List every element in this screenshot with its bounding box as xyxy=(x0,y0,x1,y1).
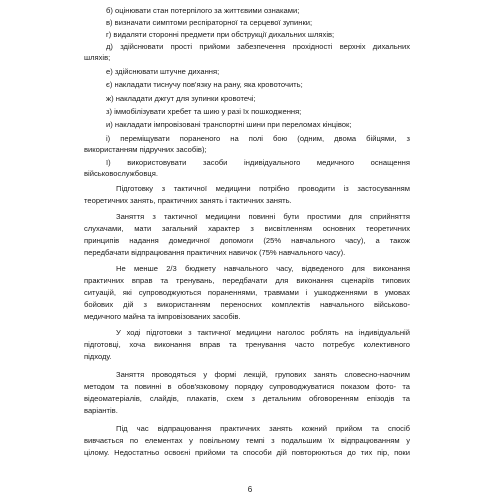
paragraph-5-line-1: Заняття проводяться у формі лекцій, групових занять словесно-наочним xyxy=(116,370,410,379)
paragraph-5-line-4: варіантів. xyxy=(84,406,118,415)
page-number: 6 xyxy=(247,485,253,494)
list-item-i-continuation: використанням підручних засобів); xyxy=(84,145,207,154)
list-item-zh: ж) накладати джгут для зупинки кровотечі; xyxy=(106,94,256,103)
paragraph-4-line-3: підходу. xyxy=(84,352,112,361)
list-item-z: з) іммобілізувати хребет та шию у разі їх пошкодження; xyxy=(106,107,302,116)
list-item-e: е) здійснювати штучне дихання; xyxy=(106,67,220,76)
list-item-yi-continuation: військовослужбовця. xyxy=(84,169,158,178)
paragraph-2-line-3: принципів надання домедичної допомоги (25% навчального часу), а також xyxy=(84,236,410,245)
paragraph-5-line-2: методом та повинні в обов'язковому порядку супроводжуватися показом фото- та xyxy=(84,382,410,391)
list-item-ye: є) накладати тиснучу пов'язку на рану, яка кровоточить; xyxy=(106,80,303,89)
paragraph-3-line-4: бойових дій з використанням переносних комплектів навчального військово- xyxy=(84,300,410,309)
list-item-h: г) видаляти сторонні предмети при обструкції дихальних шляхів; xyxy=(106,30,335,39)
paragraph-2-line-4: передбачати відпрацювання практичних навичок (75% навчального часу). xyxy=(84,248,346,257)
list-item-d-continuation: шляхів; xyxy=(84,53,111,62)
paragraph-3-line-5: медичного майна та імпровізованих засобів. xyxy=(84,312,241,321)
paragraph-1-line-1: Підготовку з тактичної медицини потрібно проводити із застосуванням xyxy=(116,184,410,193)
paragraph-4-line-2: підготовці, хоча виконання вправ та тренування часто потребує колективного xyxy=(84,340,410,349)
list-item-d: д) здійснювати прості прийоми забезпечення прохідності верхніх дихальних xyxy=(106,42,410,51)
list-item-y: и) накладати імпровізовані транспортні шини при переломах кінцівок; xyxy=(106,120,352,129)
list-item-yi: ї) використовувати засоби індивідуального медичного оснащення xyxy=(106,158,410,167)
list-item-i: і) переміщувати пораненого на полі бою (одним, двома бійцями, з xyxy=(106,134,410,143)
paragraph-2-line-2: слухачами, мати загальний характер з висвітленням основних теоретичних xyxy=(84,224,410,233)
document-page xyxy=(84,0,410,500)
list-item-v: в) визначати симптоми респіраторної та серцевої зупинки; xyxy=(106,18,313,27)
paragraph-3-line-3: ситуацій, які супроводжуються пораненнями, травмами і ушкодженнями в умовах xyxy=(84,288,410,297)
paragraph-2-line-1: Заняття з тактичної медицини повинні бути простими для сприйняття xyxy=(116,212,410,221)
paragraph-6-line-1: Під час відпрацювання практичних занять кожний прийом та спосіб xyxy=(116,424,410,433)
paragraph-4-line-1: У ході підготовки з тактичної медицини наголос роблять на індивідуальній xyxy=(116,328,410,337)
paragraph-1-line-2: теоретичних занять, практичних занять і тактичних занять. xyxy=(84,196,292,205)
paragraph-3-line-1: Не менше 2/3 бюджету навчального часу, відведеного для виконання xyxy=(116,264,410,273)
paragraph-6-line-2: вивчається по елементах у повільному темпі з подальшим їх відпрацюванням у xyxy=(84,436,410,445)
paragraph-3-line-2: практичних вправ та тренувань, передбачати для виконання сценаріїв типових xyxy=(84,276,410,285)
list-item-b: б) оцінювати стан потерпілого за життєвими ознаками; xyxy=(106,6,300,15)
paragraph-6-line-3: цілому. Недостатньо освоєні прийоми та способи дій повторюються до тих пір, поки xyxy=(84,448,410,457)
paragraph-5-line-3: відеоматеріалів, слайдів, плакатів, схем з детальним обговоренням епізодів та xyxy=(84,394,410,403)
